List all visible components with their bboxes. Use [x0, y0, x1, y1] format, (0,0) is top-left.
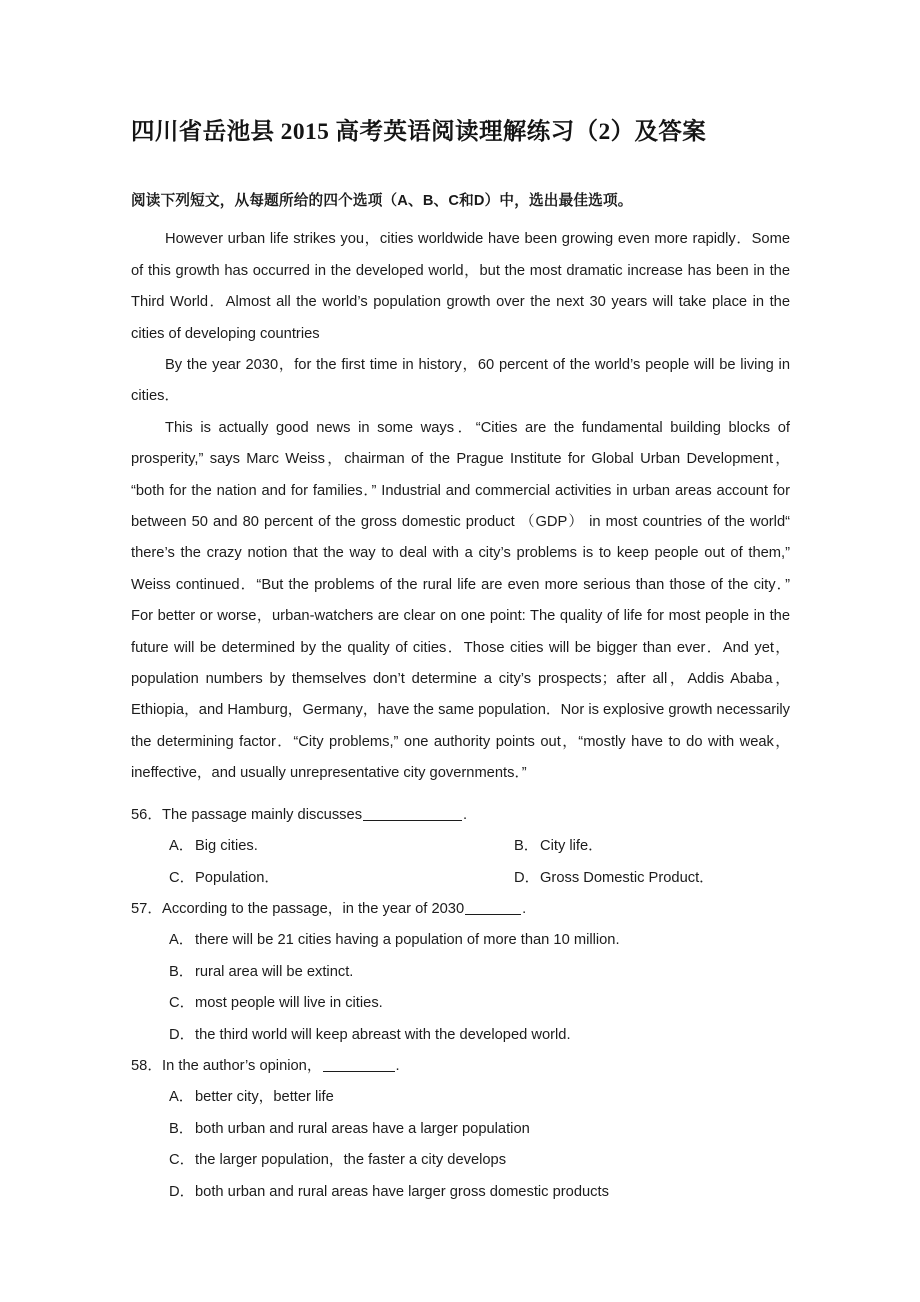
option-item[interactable] [476, 831, 790, 862]
option-item[interactable] [131, 925, 790, 956]
option-item[interactable] [131, 1020, 790, 1051]
question-item [131, 1051, 790, 1208]
option-text: the third world will keep abreast with the developed world. [195, 1026, 571, 1043]
option-list [131, 925, 790, 1051]
passage-paragraph: However urban life strikes you，cities worldwide have been growing even more rapidly．Some of this growth has occurred in the developed world，but the most dramatic increase has been in the Third World．Almost all the world’s population growth over the next 30 years will take place in the cities of developing countries [131, 231, 790, 342]
answer-blank[interactable] [363, 806, 462, 821]
option-letter: B． [169, 963, 194, 980]
option-letter: C． [169, 1152, 195, 1169]
question-number: 58． [131, 1057, 163, 1074]
option-text: better city，better life [195, 1089, 334, 1106]
option-text: Big cities. [195, 838, 258, 855]
question-text: The passage mainly discusses [162, 806, 363, 823]
option-list [131, 1082, 790, 1208]
option-letter: A． [169, 1089, 194, 1106]
question-stem [131, 1051, 790, 1082]
option-item[interactable] [476, 863, 790, 894]
option-item[interactable] [131, 1082, 790, 1113]
question-stem [131, 800, 790, 831]
question-trailing-punctuation: . [463, 806, 468, 823]
option-letter: D． [514, 869, 540, 886]
option-item[interactable] [131, 957, 790, 988]
option-item[interactable] [131, 1177, 790, 1208]
option-text: Population． [195, 869, 280, 886]
question-list [131, 800, 790, 1208]
option-letter: C． [169, 869, 195, 886]
option-item[interactable] [131, 1114, 790, 1145]
reading-passage [131, 224, 790, 789]
option-item[interactable] [131, 831, 476, 862]
option-text: rural area will be extinct. [195, 963, 354, 980]
option-letter: B． [169, 1120, 194, 1137]
answer-blank[interactable] [465, 900, 521, 915]
instruction-line: 阅读下列短文，从每题所给的四个选项（A、B、C和D）中，选出最佳选项。 [131, 193, 633, 210]
question-trailing-punctuation: . [395, 1057, 400, 1074]
option-item[interactable] [131, 988, 790, 1019]
option-letter: B． [514, 838, 539, 855]
question-trailing-punctuation: . [522, 900, 527, 917]
question-item [131, 800, 790, 894]
question-text: In the author’s opinion， [162, 1057, 322, 1074]
page-title: 四川省岳池县 2015 高考英语阅读理解练习（2）及答案 [131, 119, 707, 145]
question-number: 56． [131, 806, 163, 823]
option-list [131, 831, 790, 894]
option-item[interactable] [131, 1145, 790, 1176]
option-text: Gross Domestic Product． [540, 869, 714, 886]
option-letter: A． [169, 838, 194, 855]
option-letter: D． [169, 1026, 195, 1043]
answer-blank[interactable] [323, 1057, 395, 1072]
option-item[interactable] [131, 863, 476, 894]
question-number: 57． [131, 900, 163, 917]
option-text: most people will live in cities. [195, 995, 383, 1012]
option-text: both urban and rural areas have larger gross domestic products [195, 1183, 609, 1200]
passage-paragraph: By the year 2030，for the first time in history，60 percent of the world’s people will be living in cities． [131, 357, 790, 405]
passage-paragraph: This is actually good news in some ways．“Cities are the fundamental building blocks of prosperity,” says Marc Weiss，chairman of the Prague Institute for Global Urban Development，“both for the nation and for families．” Industrial and commercial activities in urban areas account for between 50 and 80 percent of the gross domestic product （GDP） in most countries of the world“ there’s the crazy notion that the way to deal with a city’s problems is to keep people out of them,” Weiss continued．“But the problems of the rural life are even more serious than those of the city．” For better or worse，urban-watchers are clear on one point: The quality of life for most people in the future will be determined by the quality of cities．Those cities will be bigger than ever．And yet，population numbers by themselves don’t determine a city’s prospects；after all，Addis Ababa，Ethiopia，and Hamburg，Germany，have the same population．Nor is explosive growth necessarily the determining factor．“City problems,” one authority points out，“mostly have to do with weak，ineffective，and usually unrepresentative city governments．” [131, 419, 790, 782]
question-stem [131, 894, 790, 925]
option-letter: D． [169, 1183, 195, 1200]
option-text: the larger population，the faster a city develops [195, 1152, 507, 1169]
option-letter: A． [169, 932, 194, 949]
question-item [131, 894, 790, 1051]
option-letter: C． [169, 995, 195, 1012]
question-text: According to the passage，in the year of 2030 [162, 900, 465, 917]
option-text: there will be 21 cities having a population of more than 10 million. [195, 932, 620, 949]
option-text: City life． [540, 838, 603, 855]
page-content [131, 0, 790, 1208]
option-text: both urban and rural areas have a larger population [195, 1120, 530, 1137]
